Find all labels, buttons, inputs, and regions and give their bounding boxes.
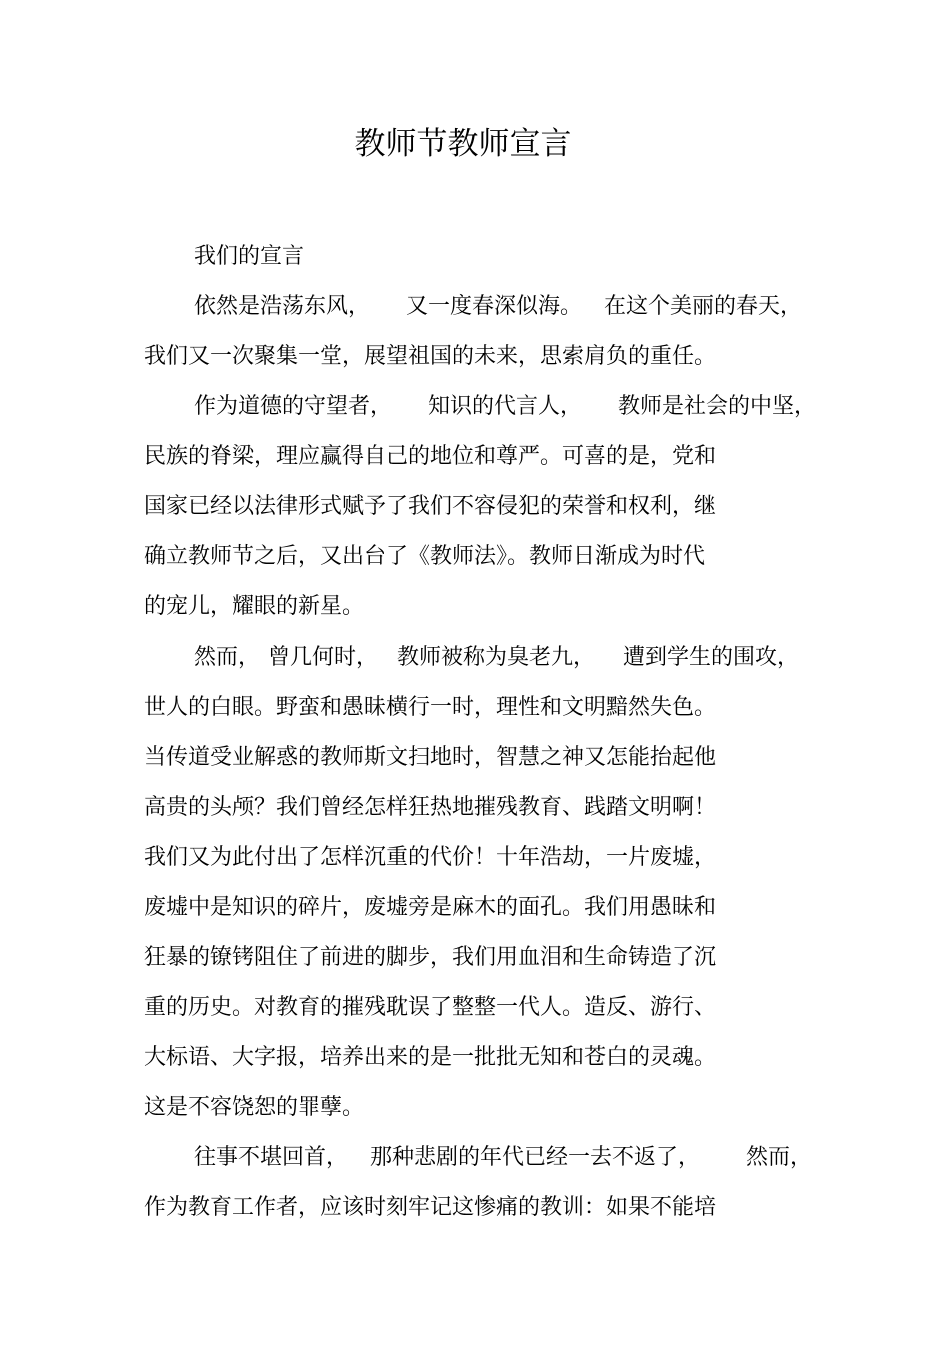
text-segment: 知识的代言人， (428, 394, 583, 419)
text-line (144, 440, 716, 474)
text-line-heading (194, 240, 304, 274)
text-segment: 依然是浩荡东风， (194, 294, 371, 319)
text-segment: 作为道德的守望者， (194, 394, 393, 419)
text-segment: 这是不容饶恕的罪孽。 (144, 1095, 365, 1120)
text-line (144, 741, 716, 775)
text-segment: 我们的宣言 (194, 244, 305, 269)
text-line (194, 290, 802, 324)
text-segment: 在这个美丽的春天， (604, 294, 803, 319)
text-line (144, 340, 716, 374)
text-line (144, 540, 705, 574)
text-line (144, 791, 716, 825)
text-segment: 世人的白眼。野蛮和愚昧横行一时，理性和文明黯然失色。 (144, 695, 717, 720)
text-line (144, 1091, 364, 1125)
text-line (144, 891, 716, 925)
text-segment: 作为教育工作者，应该时刻牢记这惨痛的教训：如果不能培 (144, 1195, 717, 1220)
text-segment: 的宠儿，耀眼的新星。 (144, 594, 365, 619)
text-segment: 大标语、大字报，培养出来的是一批批无知和苍白的灵魂。 (144, 1045, 717, 1070)
text-line (144, 991, 716, 1025)
text-segment: 当传道受业解惑的教师斯文扫地时，智慧之神又怎能抬起他 (144, 745, 717, 770)
text-line (144, 1191, 716, 1225)
text-line (144, 691, 716, 725)
text-segment: 又一度春深似海。 (406, 294, 583, 319)
text-line (144, 490, 716, 524)
text-segment: 高贵的头颅？我们曾经怎样狂热地摧残教育、践踏文明啊！ (144, 795, 717, 820)
text-segment: 然而， (746, 1145, 813, 1170)
text-segment: 教师是社会的中坚， (618, 394, 817, 419)
text-segment: 确立教师节之后，又出台了《教师法》。教师日渐成为时代 (144, 544, 706, 569)
text-line (144, 941, 716, 975)
text-line (144, 590, 364, 624)
text-segment: 狂暴的镣铐阻住了前进的脚步，我们用血泪和生命铸造了沉 (144, 945, 717, 970)
text-segment: 重的历史。对教育的摧残耽误了整整一代人。造反、游行、 (144, 995, 717, 1020)
text-segment: 然而， (194, 645, 261, 670)
document-title: 教师节教师宣言 (354, 126, 572, 162)
text-line (194, 1141, 812, 1175)
text-line (194, 390, 816, 424)
text-segment: 国家已经以法律形式赋予了我们不容侵犯的荣誉和权利，继 (144, 494, 717, 519)
text-segment: 曾几何时， (268, 645, 379, 670)
text-segment: 往事不堪回首， (194, 1145, 349, 1170)
text-segment: 我们又一次聚集一堂，展望祖国的未来，思索肩负的重任。 (144, 344, 717, 369)
text-segment: 我们又为此付出了怎样沉重的代价！十年浩劫，一片废墟， (144, 845, 717, 870)
text-line (144, 1041, 716, 1075)
text-line (144, 841, 716, 875)
text-line (194, 641, 799, 675)
text-segment: 废墟中是知识的碎片，废墟旁是麻木的面孔。我们用愚昧和 (144, 895, 717, 920)
text-segment: 那种悲剧的年代已经一去不返了， (370, 1145, 701, 1170)
text-segment: 遭到学生的围攻， (623, 645, 800, 670)
text-segment: 民族的脊梁，理应赢得自己的地位和尊严。可喜的是，党和 (144, 444, 717, 469)
text-segment: 教师被称为臭老九， (397, 645, 596, 670)
